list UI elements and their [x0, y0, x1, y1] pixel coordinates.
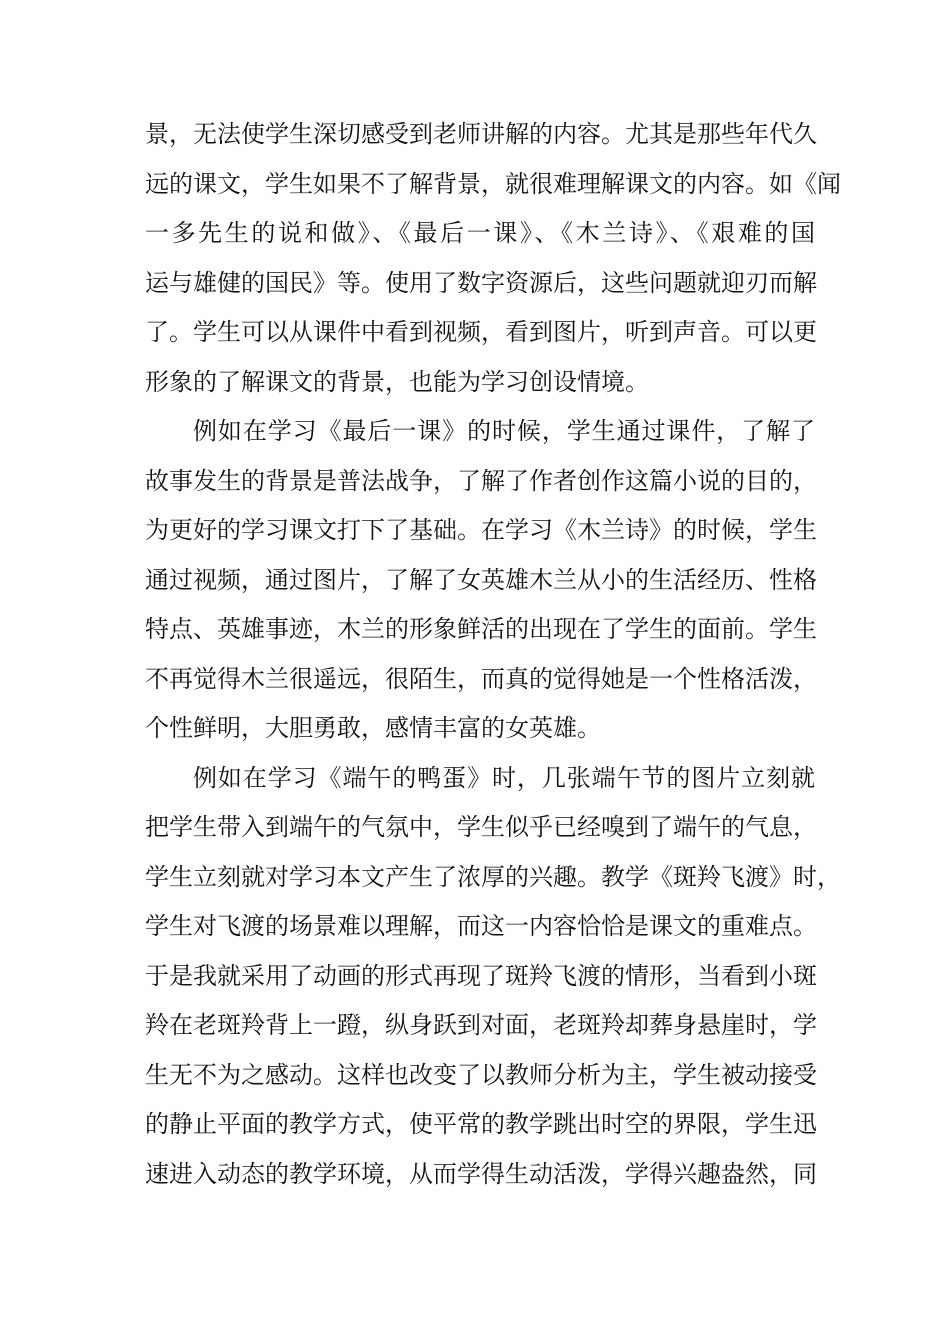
text-line: 羚在老斑羚背上一蹬，纵身跃到对面，老斑羚却葬身悬崖时，学	[145, 1011, 817, 1039]
text-line: 故事发生的背景是普法战争，了解了作者创作这篇小说的目的，	[145, 466, 817, 495]
text-line: 的静止平面的教学方式，使平常的教学跳出时空的界限，学生迅	[145, 1110, 817, 1138]
text-line-paragraph-end: 形象的了解课文的背景，也能为学习创设情境。	[145, 367, 649, 396]
text-line: 一多先生的说和做》、《最后一课》、《木兰诗》、《艰难的国	[145, 219, 815, 247]
text-line: 把学生带入到端午的气氛中，学生似乎已经嗅到了端午的气息，	[145, 813, 817, 841]
body-text	[145, 110, 841, 1199]
text-line: 通过视频，通过图片，了解了女英雄木兰从小的生活经历、性格	[145, 565, 817, 594]
text-line: 学生立刻就对学习本文产生了浓厚的兴趣。教学《斑羚飞渡》时，	[145, 862, 841, 891]
text-line: 生无不为之感动。这样也改变了以教师分析为主，学生被动接受	[145, 1060, 817, 1089]
text-line: 为更好的学习课文打下了基础。在学习《木兰诗》的时候，学生	[145, 516, 817, 544]
text-line: 景，无法使学生深切感受到老师讲解的内容。尤其是那些年代久	[145, 120, 817, 148]
text-line: 不再觉得木兰很遥远，很陌生，而真的觉得她是一个性格活泼，	[145, 664, 817, 693]
text-line: 运与雄健的国民》等。使用了数字资源后，这些问题就迎刃而解	[145, 268, 817, 297]
text-line: 学生对飞渡的场景难以理解，而这一内容恰恰是课文的重难点。	[145, 912, 817, 940]
text-line: 速进入动态的教学环境，从而学得生动活泼，学得兴趣盎然，同	[145, 1159, 817, 1188]
text-line: 远的课文，学生如果不了解背景，就很难理解课文的内容。如《闻	[145, 169, 841, 198]
text-line-paragraph-start: 例如在学习《端午的鸭蛋》时，几张端午节的图片立刻就	[193, 763, 815, 792]
text-line: 特点、英雄事迹，木兰的形象鲜活的出现在了学生的面前。学生	[145, 615, 817, 643]
text-line-paragraph-end: 个性鲜明，大胆勇敢，感情丰富的女英雄。	[145, 714, 601, 742]
text-line-paragraph-start: 例如在学习《最后一课》的时候，学生通过课件，了解了	[193, 417, 815, 445]
text-line: 于是我就采用了动画的形式再现了斑羚飞渡的情形，当看到小斑	[145, 961, 817, 990]
text-line: 了。学生可以从课件中看到视频，看到图片，听到声音。可以更	[145, 318, 817, 346]
